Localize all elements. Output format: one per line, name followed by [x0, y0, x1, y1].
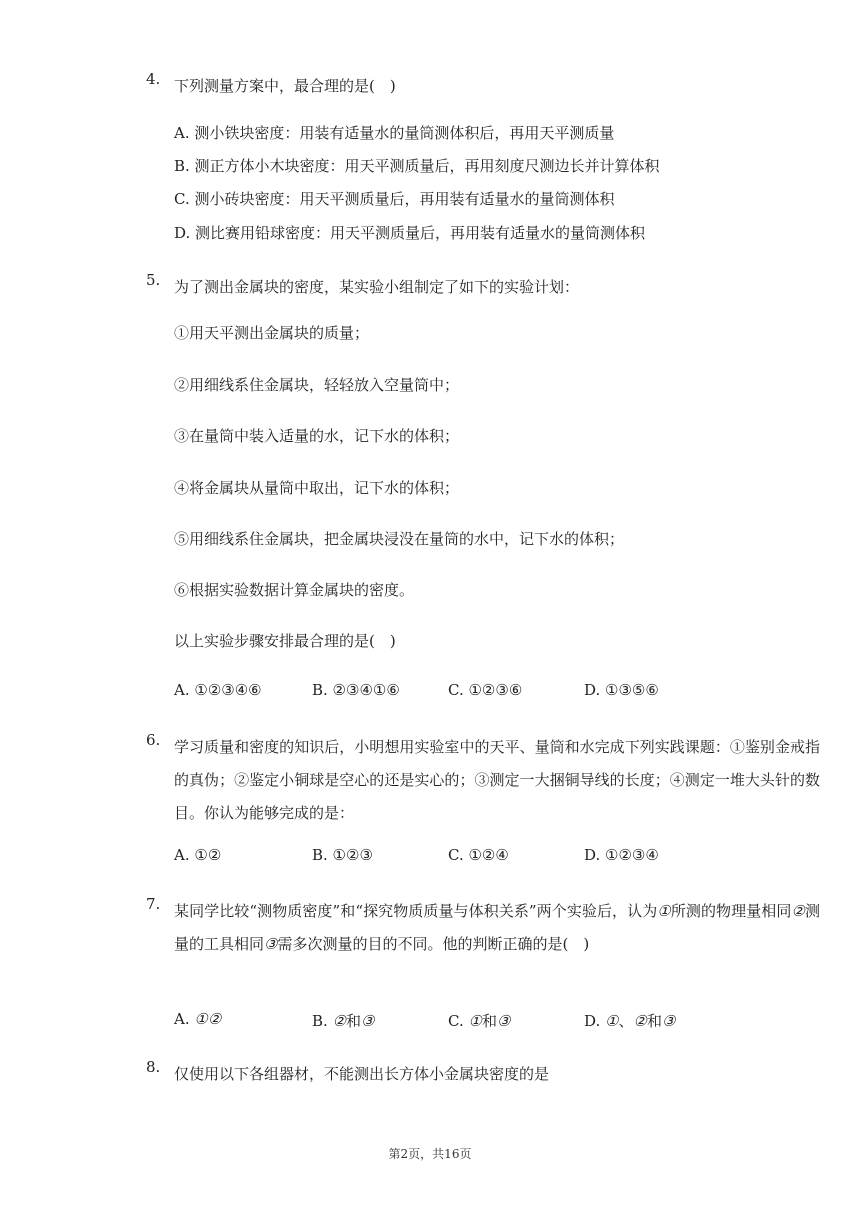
question-number: 4. [146, 70, 161, 88]
question-number: 5. [146, 271, 161, 289]
option-c: C. ①②③⑥ [448, 681, 523, 699]
question-number: 7. [146, 895, 161, 913]
option-d: D. ①③⑤⑥ [584, 681, 659, 699]
text-segment: 需多次测量的目的不同。他的判断正确的是( ) [277, 935, 590, 953]
option-c: C. ①和③ [448, 1012, 511, 1030]
question-8 [146, 1058, 820, 1091]
step-2: ②用细线系住金属块，轻轻放入空量筒中； [174, 376, 460, 394]
question-4 [146, 70, 820, 103]
text-segment: 某同学比较“测物质密度”和“探究物质质量与体积关系”两个实验后，认为 [174, 902, 658, 920]
option-d: D. 测比赛用铅球密度：用天平测质量后，再用装有适量水的量筒测体积 [174, 224, 646, 242]
step-3: ③在量筒中装入适量的水，记下水的体积； [174, 427, 460, 445]
sub-question: 以上实验步骤安排最合理的是( ) [174, 632, 396, 650]
marker-3: ③ [264, 935, 278, 953]
text-segment: 测量的工具相同 [174, 902, 820, 953]
marker-2: ② [791, 902, 805, 920]
option-b: B. 测正方体小木块密度：用天平测质量后，再用刻度尺测边长并计算体积 [174, 157, 660, 175]
step-1: ①用天平测出金属块的质量； [174, 324, 370, 342]
question-text [174, 895, 820, 961]
option-d: D. ①②③④ [584, 846, 659, 864]
option-a: A. ①②③④⑥ [174, 681, 262, 699]
option-a: A. ①② [174, 1010, 222, 1028]
marker-1: ① [657, 902, 671, 920]
step-4: ④将金属块从量筒中取出，记下水的体积； [174, 479, 460, 497]
option-c: C. ①②④ [448, 846, 509, 864]
option-c: C. 测小砖块密度：用天平测质量后，再用装有适量水的量筒测体积 [174, 190, 615, 208]
option-a: A. 测小铁块密度：用装有适量水的量筒测体积后，再用天平测质量 [174, 124, 615, 142]
page-footer: 第2页，共16页 [388, 1147, 472, 1161]
option-b: B. ①②③ [312, 846, 373, 864]
option-b: B. ②③④①⑥ [312, 681, 400, 699]
step-5: ⑤用细线系住金属块，把金属块浸没在量筒的水中，记下水的体积； [174, 530, 625, 548]
question-number: 6. [146, 731, 161, 749]
option-a: A. ①② [174, 846, 222, 864]
option-b: B. ②和③ [312, 1012, 375, 1030]
question-7 [146, 895, 820, 961]
question-text: 为了测出金属块的密度，某实验小组制定了如下的实验计划： [174, 278, 580, 296]
question-text: 学习质量和密度的知识后，小明想用实验室中的天平、量筒和水完成下列实践课题：①鉴别金戒指的真伪；②鉴定小铜球是空心的还是实心的；③测定一大捆铜导线的长度；④测定一堆大头针的数目。你认为能够完成的是： [174, 738, 820, 822]
text-segment: 所测的物理量相同 [670, 902, 792, 920]
option-d: D. ①、②和③ [584, 1012, 676, 1030]
question-text: 仅使用以下各组器材，不能测出长方体小金属块密度的是 [174, 1065, 550, 1083]
question-number: 8. [146, 1058, 161, 1076]
question-5 [146, 271, 820, 304]
question-6 [146, 731, 820, 830]
question-text: 下列测量方案中，最合理的是( ) [174, 77, 396, 95]
step-6: ⑥根据实验数据计算金属块的密度。 [174, 581, 415, 599]
